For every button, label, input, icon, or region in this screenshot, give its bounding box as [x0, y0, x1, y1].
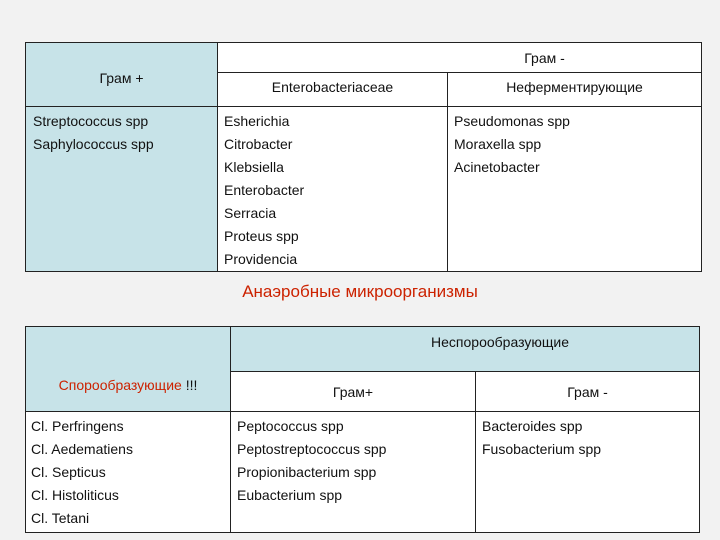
list-item: Moraxella spp: [454, 136, 542, 152]
non-spore-forming-header: Неспорообразующие: [431, 334, 569, 350]
anaerobic-gram-positive-list-cell: [231, 412, 476, 533]
aerobic-table: [25, 42, 702, 272]
anaerobic-table: [25, 326, 700, 533]
list-item: Providencia: [224, 251, 298, 267]
enterobacteriaceae-header: Enterobacteriaceae: [271, 79, 394, 95]
list-item: Eubacterium spp: [237, 487, 343, 503]
list-item: Fusobacterium spp: [482, 441, 602, 457]
list-item: Enterobacter: [224, 182, 305, 198]
spore-forming-list-cell: [26, 412, 231, 533]
list-item: Acinetobacter: [454, 159, 540, 175]
enterobacteriaceae-list-cell: [218, 107, 448, 272]
list-item: Proteus spp: [224, 228, 299, 244]
list-item: Pseudomonas spp: [454, 113, 570, 129]
anaerobic-gram-negative-header-cell: [476, 372, 700, 412]
spore-forming-header-cell: [26, 327, 231, 412]
anaerobic-gram-positive-header-cell: [231, 372, 476, 412]
list-item: Cl. Aedematiens: [31, 441, 133, 457]
emphasis-marks: !!!: [185, 377, 198, 393]
gram-negative-header: Грам -: [524, 50, 565, 66]
nonfermenting-header: Неферментирующие: [506, 79, 643, 95]
list-item: Cl. Tetani: [31, 510, 90, 526]
anaerobic-gram-negative-list-cell: [476, 412, 700, 533]
non-spore-forming-header-cell: [231, 327, 700, 372]
nonfermenting-list-cell: [448, 107, 702, 272]
gram-positive-list-cell: [26, 107, 218, 272]
list-item: Bacteroides spp: [482, 418, 583, 434]
gram-positive-header: Грам +: [99, 70, 144, 86]
list-item: Serracia: [224, 205, 277, 221]
gram-positive-header-cell: [26, 43, 218, 107]
anaerobic-gram-negative-header: Грам -: [567, 384, 608, 400]
list-item: Esherichia: [224, 113, 290, 129]
gram-negative-header-cell: [218, 43, 702, 73]
anaerobic-gram-positive-header: Грам+: [332, 384, 374, 400]
list-item: Streptococcus spp: [33, 113, 149, 129]
list-item: Cl. Septicus: [31, 464, 106, 480]
list-item: Saphylococcus spp: [33, 136, 154, 152]
spore-forming-header: [26, 327, 230, 393]
list-item: Klebsiella: [224, 159, 284, 175]
list-item: Peptococcus spp: [237, 418, 344, 434]
list-item: Propionibacterium spp: [237, 464, 377, 480]
list-item: Citrobacter: [224, 136, 293, 152]
list-item: Peptostreptococcus spp: [237, 441, 387, 457]
list-item: Cl. Perfringens: [31, 418, 124, 434]
nonfermenting-header-cell: [448, 73, 702, 107]
list-item: Cl. Histoliticus: [31, 487, 119, 503]
anaerobic-title: Анаэробные микроорганизмы: [242, 282, 478, 301]
enterobacteriaceae-header-cell: [218, 73, 448, 107]
spore-forming-label: Спорообразующие: [58, 377, 182, 393]
